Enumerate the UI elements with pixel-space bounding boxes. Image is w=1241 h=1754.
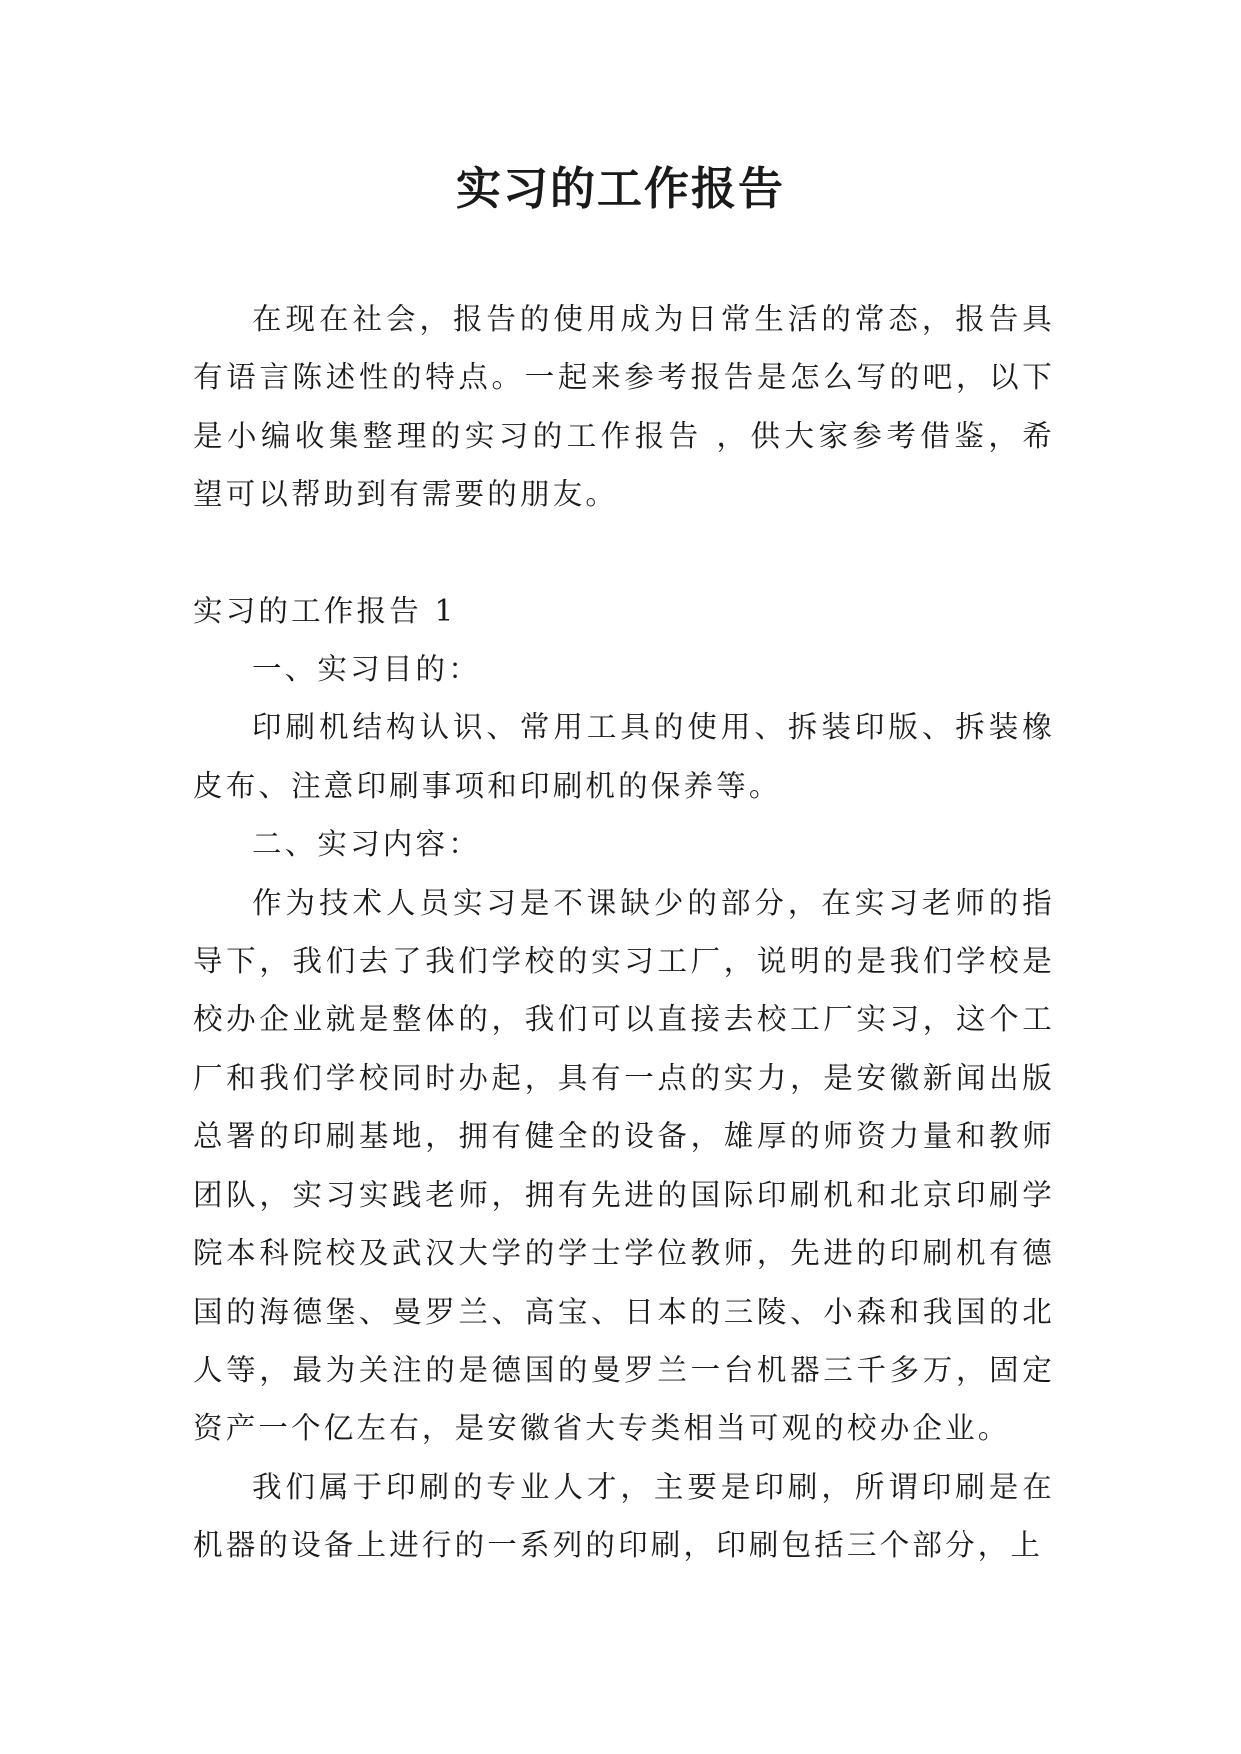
heading-purpose: 一、实习目的： <box>252 652 481 687</box>
intro-paragraph: 在现在社会，报告的使用成为日常生活的常态，报告具有语言陈述性的特点。一起来参考报告是怎么写的吧，以下是小编收集整理的实习的工作报告 ，供大家参考借鉴，希望可以帮助到有需要的朋友。 <box>193 302 1055 512</box>
document-title: 实习的工作报告 <box>455 162 785 215</box>
printing-paragraph: 我们属于印刷的专业人才，主要是印刷，所谓印刷是在机器的设备上进行的一系列的印刷，印刷包括三个部分，上 <box>193 1469 1055 1563</box>
content-paragraph: 作为技术人员实习是不课缺少的部分，在实习老师的指导下，我们去了我们学校的实习工厂，说明的是我们学校是校办企业就是整体的，我们可以直接去校工厂实习，这个工厂和我们学校同时办起，具有一点的实力，是安徽新闻出版总署的印刷基地，拥有健全的设备，雄厚的师资力量和教师团队，实习实践老师，拥有先进的国际印刷机和北京印刷学院本科院校及武汉大学的学士学位教师，先进的印刷机有德国的海德堡、曼罗兰、高宝、日本的三陵、小森和我国的北人等，最为关注的是德国的曼罗兰一台机器三千多万，固定资产一个亿左右，是安徽省大专类相当可观的校办企业。 <box>193 885 1055 1446</box>
heading-content: 二、实习内容： <box>252 827 481 862</box>
paragraph-spacer <box>193 524 1055 582</box>
section-title: 实习的工作报告 1 <box>193 593 457 628</box>
document-body <box>193 290 1055 1575</box>
purpose-paragraph: 印刷机结构认识、常用工具的使用、拆装印版、拆装橡皮布、注意印刷事项和印刷机的保养等。 <box>193 710 1055 803</box>
